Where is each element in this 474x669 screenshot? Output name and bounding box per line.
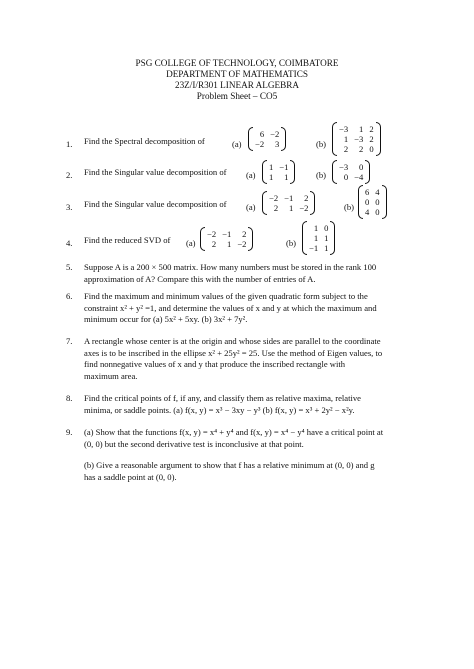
matrix-cell: 2 [273,203,279,213]
q3-text: Find the Singular value decomposition of [84,199,227,209]
q9-text [84,427,414,483]
q5-line-2: approximation of A? Compare this with the number of entries of A. [84,273,316,284]
matrix-cell: 0 [359,162,364,172]
matrix-cell: 0 [375,207,380,217]
q6-line-3: minimum occur for (a) 5x² + 5xy. (b) 3x² + 7y². [84,314,248,324]
q5-line-1: Suppose A is a 200 × 500 matrix. How many numbers must be stored in the rank 100 [84,262,377,272]
q1-matrix-a [248,127,286,151]
matrix-entries [267,193,310,213]
matrix-cell: 1 [324,233,329,243]
matrix-right-bracket [376,122,381,156]
matrix-cell: 2 [242,229,247,239]
q8-text [84,393,414,416]
matrix-cell: 2 [304,193,309,203]
q8-line-2: minima, or saddle points. (a) f(x, y) = x³ − 3xy − y³ (b) f(x, y) = x³ + 2y² − x²y. [84,404,355,415]
matrix-cell: 1 [269,172,274,182]
matrix-entries [253,129,281,149]
matrix-cell: 1 [313,233,319,243]
sheet-title: Problem Sheet – CO5 [196,91,278,101]
q4-part-a-label: (a) [186,238,196,248]
matrix-entries [337,162,365,182]
q2-part-a-label: (a) [246,170,256,180]
matrix-cell: 2 [343,144,349,154]
q9-line-2: (0, 0) but the second derivative test is inconclusive at that point. [84,438,304,449]
q5-number: 5. [66,262,73,272]
q3-matrix-b [358,185,387,219]
q9-line-1: (a) Show that the functions f(x, y) = x⁴ + y⁴ and f(x, y) = x⁴ − y⁴ have a critical point at [84,427,384,437]
matrix-right-bracket [365,160,370,184]
q7-number: 7. [66,336,73,346]
q8-number: 8. [66,393,73,403]
q1-text: Find the Spectral decomposition of [84,136,205,146]
matrix-right-bracket [310,191,315,215]
matrix-cell: 2 [211,239,217,249]
matrix-cell: 2 [369,124,374,134]
matrix-cell: 1 [324,243,329,253]
matrix-cell: 6 [259,129,265,139]
matrix-cell: 0 [343,172,349,182]
q2-text: Find the Singular value decomposition of [84,167,227,177]
q6-text [84,291,414,326]
matrix-cell: 4 [365,207,370,217]
matrix-cell: 1 [289,203,294,213]
matrix-cell: −3 [339,162,349,172]
q2-number: 2. [66,170,73,180]
matrix-cell: −4 [354,172,364,182]
matrix-cell: 0 [369,144,374,154]
q3-matrix-a [262,191,315,215]
matrix-cell: −3 [339,124,349,134]
q6-number: 6. [66,291,73,301]
matrix-right-bracket [281,127,286,151]
q1-matrix-b [332,122,381,156]
q2-matrix-b [332,160,370,184]
matrix-right-bracket [330,221,335,255]
q7-line-4: maximum area. [84,370,138,381]
matrix-cell: −1 [222,229,232,239]
matrix-entries [267,162,290,182]
matrix-cell: −1 [279,162,289,172]
matrix-entries [205,229,248,249]
q4-text: Find the reduced SVD of [84,235,171,245]
q6-line-1: Find the maximum and minimum values of the given quadratic form subject to the [84,291,368,301]
matrix-cell: 1 [359,124,364,134]
q9-line-3: (b) Give a reasonable argument to show that f has a relative minimum at (0, 0) and g [84,460,375,470]
q5-text [84,262,414,285]
matrix-right-bracket [248,227,253,251]
matrix-right-bracket [382,185,387,219]
q6-line-2: constraint x² + y² =1, and determine the values of x and y at which the maximum and [84,302,377,313]
course-code: 23Z/I/R301 LINEAR ALGEBRA [174,80,300,90]
matrix-cell: 1 [227,239,232,249]
matrix-cell: 0 [324,223,329,233]
matrix-cell: 1 [284,172,289,182]
q7-line-1: A rectangle whose center is at the origin and whose sides are parallel to the coordinate [84,336,381,346]
q1-part-a-label: (a) [232,139,242,149]
q9-number: 9. [66,427,73,437]
matrix-cell: −2 [270,129,280,139]
q7-line-2: axes is to be inscribed in the ellipse x² + 25y² = 25. Use the method of Eigen values, to [84,347,383,358]
matrix-cell: 1 [269,162,274,172]
matrix-cell: −2 [255,139,265,149]
matrix-entries [337,124,376,154]
matrix-cell: −2 [269,193,279,203]
matrix-cell: 0 [375,197,380,207]
q4-matrix-b [302,221,335,255]
matrix-cell: −2 [207,229,217,239]
college-name: PSG COLLEGE OF TECHNOLOGY, COIMBATORE [135,58,339,68]
q2-matrix-a [262,160,295,184]
q7-line-3: find nonnegative values of x and y that produce the inscribed rectangle with [84,359,346,369]
q3-part-a-label: (a) [246,202,256,212]
q1-number: 1. [66,139,73,149]
matrix-cell: −3 [354,134,364,144]
q4-number: 4. [66,238,73,248]
q8-line-1: Find the critical points of f, if any, and classify them as relative maxima, relative [84,393,361,403]
matrix-cell: 6 [365,187,370,197]
matrix-cell: 1 [313,223,319,233]
matrix-right-bracket [290,160,295,184]
matrix-entries [363,187,382,217]
matrix-cell: −2 [237,239,247,249]
q7-text [84,336,414,382]
q9-line-4: has a saddle point at (0, 0). [84,471,177,482]
matrix-cell: −1 [309,243,319,253]
department-name: DEPARTMENT OF MATHEMATICS [166,69,308,79]
matrix-cell: 3 [275,139,280,149]
q3-part-b-label: (b) [344,202,355,212]
q1-part-b-label: (b) [316,139,327,149]
q3-number: 3. [66,202,73,212]
matrix-cell: 2 [369,134,374,144]
matrix-entries [307,223,330,253]
matrix-cell: 4 [375,187,380,197]
matrix-cell: 0 [365,197,370,207]
matrix-cell: −1 [284,193,294,203]
matrix-cell: 2 [359,144,364,154]
q4-part-b-label: (b) [286,238,297,248]
q4-matrix-a [200,227,253,251]
q2-part-b-label: (b) [316,170,327,180]
matrix-cell: −2 [299,203,309,213]
matrix-cell: 1 [343,134,349,144]
